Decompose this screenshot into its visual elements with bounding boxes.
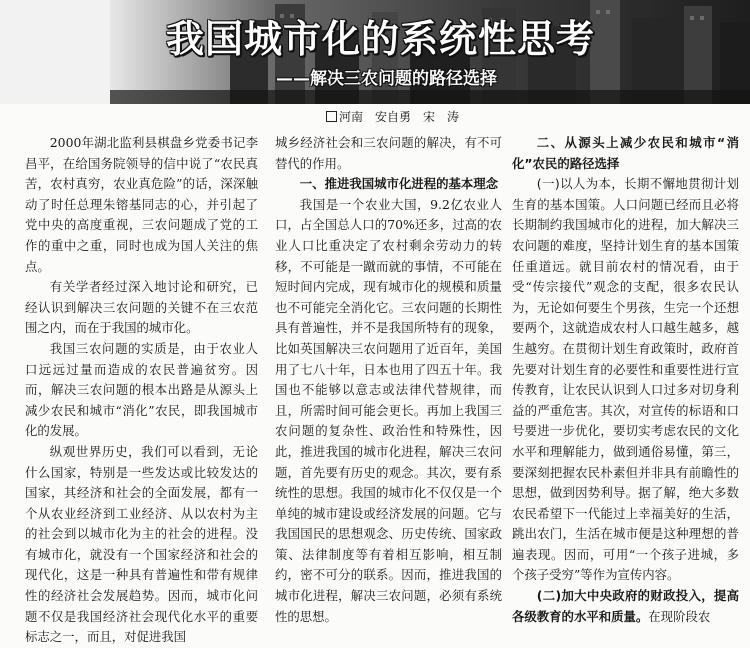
byline [326, 108, 459, 125]
header-banner [0, 0, 750, 104]
section-heading: 一、推进我国城市化进程的基本理念 [299, 176, 499, 192]
paragraph: 2000年湖北监利县棋盘乡党委书记李昌平，在给国务院领导的信中说了“农民真苦，农村真穷，农业真危险”的话，深深触动了时任总理朱镕基同志的心，并引起了党中央的高度重视，三农问题成了党的工作的重中之重，同时也成为国人关注的焦点。 [25, 135, 258, 274]
column-1 [25, 133, 258, 648]
article-subtitle: ——解决三农问题的路径选择 [276, 69, 497, 89]
section-heading: 二、从源头上减少农民和城市“消化”农民的路径选择 [512, 135, 739, 171]
paragraph-text: 人口问题已经而且必将长期制约我国城市化的进程，加大解决三农问题的难度，坚持计划生育的基本国策任重道远。就目前农村的情况看，由于受“传宗接代”观念的支配，很多农民认为，无论如何要生个男孩，生完一个还想要两个，这就造成农村人口越生越多，越生越穷。在贯彻计划生育政策时，政府首先要对计划生育的必要性和重要性进行宣传教育，让农民认识到人口过多对切身利益的严重危害。其次，对宣传的标语和口号要进一步优化，要切实考虑农民的文化水平和理解能力，做到通俗易懂，第三，要深刻把握农民朴素但并非具有前瞻性的思想，做到因势利导。据了解，绝大多数农民希望下一代能过上幸福美好的生活，跳出农门，生活在城市便是这种理想的普遍表现。因而，可用“一个孩子进城，多个孩子受穷”等作为宣传内容。 [512, 196, 740, 583]
square-bullet-icon [326, 111, 337, 122]
paragraph: 纵观世界历史，我们可以看到，无论什么国家，特别是一些发达或比较发达的国家，其经济和社会的全面发展，都有一个从农业经济到工业经济、从以农村为主的社会到以城市化为主的社会的进程。没有城市化，就没有一个国家经济和社会的现代化，这是一种具有普遍性和带有规律性的经济社会发展趋势。因而，城市化问题不仅是我国经济社会现代化水平的重要标志之一，而且，对促进我国 [25, 443, 258, 645]
paragraph-continued: 城乡经济社会和三农问题的解决，有不可替代的作用。 [275, 135, 502, 171]
column-2 [275, 133, 502, 627]
paragraph: 有关学者经过深入地讨论和研究，已经认识到解决三农问题的关键不在三农范围之内，而在于我国的城市化。 [25, 279, 258, 336]
author-line: 河南 安自勇 宋 涛 [339, 110, 460, 124]
article-title: 我国城市化的系统性思考 [166, 17, 596, 61]
subsection-heading: (二)加大中央政府的财政投入，提高各级教育的水平和质量。 [512, 588, 739, 624]
column-3 [512, 133, 739, 627]
paragraph: 我国三农问题的实质是，由于农业人口远远过量而造成的农民普遍贫穷。因而，解决三农问题的根本出路是从源头上减少农民和城市“消化”农民，即我国城市化的发展。 [25, 340, 258, 439]
subsection-heading: (一)以人为本，长期不懈地贯彻计划生育的基本国策。 [512, 176, 739, 212]
paragraph-text: 在现阶段农 [648, 608, 711, 624]
paragraph: 我国是一个农业大国，9.2亿农业人口，占全国总人口的70%还多，过高的农业人口比重决定了农村剩余劳动力的转移，不可能是一蹴而就的事情，不可能在短时间内完成，现有城市化的规模和质量也不可能完全消化它。三农问题的长期性具有普遍性，并不是我国所特有的现象，比如英国解决三农问题用了近百年，美国用了七八十年，日本也用了四五十年。我国也不能够以意志或法律代替规律，而且，所需时间可能会更长。再加上我国三农问题的复杂性、政治性和特殊性，因此，推进我国的城市化进程，解决三农问题，首先要有历史的观念。其次，要有系统性的思想。我国的城市化不仅仅是一个单纯的城市建设或经济发展的问题。它与我国国民的思想观念、历史传统、国家政策、法律制度等有着相互影响，相互制约，密不可分的联系。因而，推进我国的城市化进程，解决三农问题，必须有系统性的思想。 [275, 196, 502, 624]
